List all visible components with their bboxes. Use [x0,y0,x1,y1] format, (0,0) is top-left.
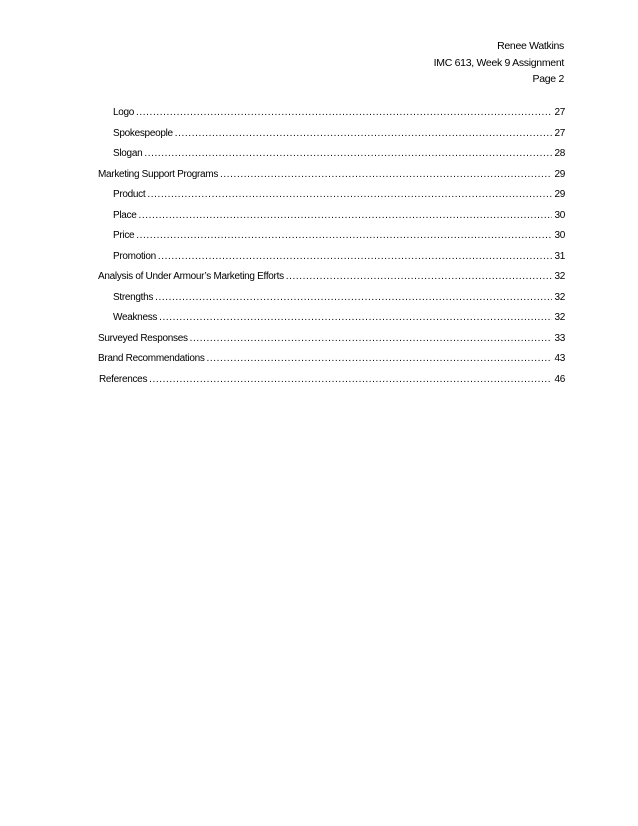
toc-entry-title: Price [113,230,135,241]
toc-entry-page: 27 [554,107,565,118]
toc-entry[interactable] [98,210,565,231]
toc-entry-title: Spokespeople [113,127,173,139]
toc-entry-title: Weakness [113,312,158,323]
toc-entry-page: 32 [554,312,565,323]
toc-entry[interactable] [98,271,565,292]
toc-leader-dots [159,312,552,323]
toc-leader-dots [136,107,552,118]
toc-entry[interactable] [98,148,565,169]
toc-entry[interactable] [98,230,565,251]
toc-leader-dots [286,271,553,282]
page-header [434,38,564,88]
toc-leader-dots [139,210,553,221]
toc-entry[interactable] [98,251,565,272]
toc-entry-page: 29 [554,189,565,200]
toc-entry-page: 30 [554,209,565,221]
toc-leader-dots [149,374,552,385]
toc-leader-dots [158,251,553,262]
toc-entry[interactable] [98,333,565,354]
toc-entry-title: Strengths [113,291,154,303]
toc-leader-dots [147,189,552,200]
toc-entry-title: Analysis of Under Armour’s Marketing Efforts [98,271,284,282]
toc-leader-dots [220,169,552,180]
toc-entry[interactable] [98,292,565,313]
header-author: Renee Watkins [497,40,564,52]
toc-entry-title: Promotion [113,250,156,262]
toc-entry[interactable] [98,312,565,333]
toc-entry-page: 29 [554,168,565,180]
header-page-number: Page 2 [532,73,564,85]
toc-entry[interactable] [98,107,565,128]
toc-entry-title: References [99,373,148,385]
toc-entry[interactable] [98,128,565,149]
toc-leader-dots [144,148,552,159]
toc-entry-title: Marketing Support Programs [98,168,219,180]
toc-entry[interactable] [98,189,565,210]
toc-entry[interactable] [98,374,565,395]
toc-entry-page: 32 [554,291,565,303]
toc-entry-title: Product [113,189,146,200]
toc-entry-page: 27 [554,127,565,139]
toc-entry-title: Place [113,209,137,221]
header-course: IMC 613, Week 9 Assignment [433,56,564,69]
toc-entry-title: Slogan [113,148,143,159]
toc-entry-page: 46 [554,373,565,385]
toc-entry-page: 32 [554,271,565,282]
table-of-contents [98,107,565,394]
toc-leader-dots [155,292,552,303]
toc-leader-dots [190,333,553,344]
toc-entry-page: 31 [554,250,565,262]
toc-entry-page: 43 [554,353,565,364]
toc-entry-page: 30 [554,230,565,241]
toc-entry-title: Logo [113,107,135,118]
toc-entry[interactable] [98,353,565,374]
toc-leader-dots [175,128,553,139]
toc-entry[interactable] [98,169,565,190]
toc-leader-dots [136,230,552,241]
toc-leader-dots [207,353,553,364]
toc-entry-page: 33 [554,332,565,344]
toc-entry-page: 28 [554,148,565,159]
toc-entry-title: Brand Recommendations [98,353,205,364]
toc-entry-title: Surveyed Responses [98,332,188,344]
